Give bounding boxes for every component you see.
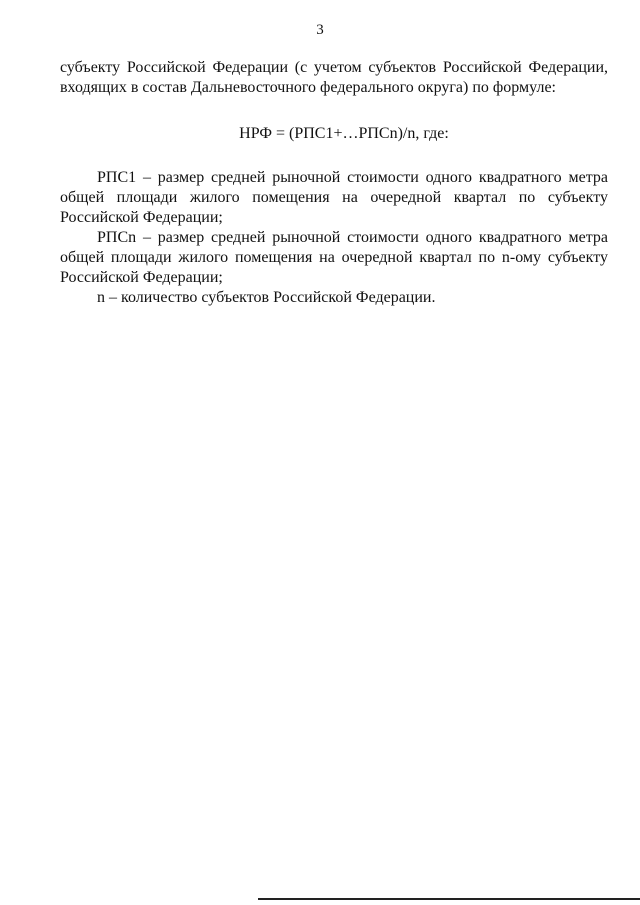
definition-n: n – количество субъектов Российской Федерации. bbox=[97, 289, 436, 306]
definition-rpsn: РПСn – размер средней рыночной стоимости одного квадратного метра общей площади жилого помещения на очередной квартал по n-ому субъекту Российской Федерации; bbox=[60, 229, 608, 286]
formula: НРФ = (РПС1+…РПСn)/n, где: bbox=[239, 125, 449, 142]
intro-paragraph: субъекту Российской Федерации (с учетом субъектов Российской Федерации, входящих в состав Дальневосточного федерального округа) по формуле: bbox=[60, 59, 608, 96]
scan-edge-line bbox=[258, 898, 640, 900]
page-number: 3 bbox=[316, 22, 324, 38]
definition-rps1: РПС1 – размер средней рыночной стоимости одного квадратного метра общей площади жилого помещения на очередной квартал по субъекту Российской Федерации; bbox=[60, 169, 608, 226]
page-content bbox=[60, 58, 608, 308]
